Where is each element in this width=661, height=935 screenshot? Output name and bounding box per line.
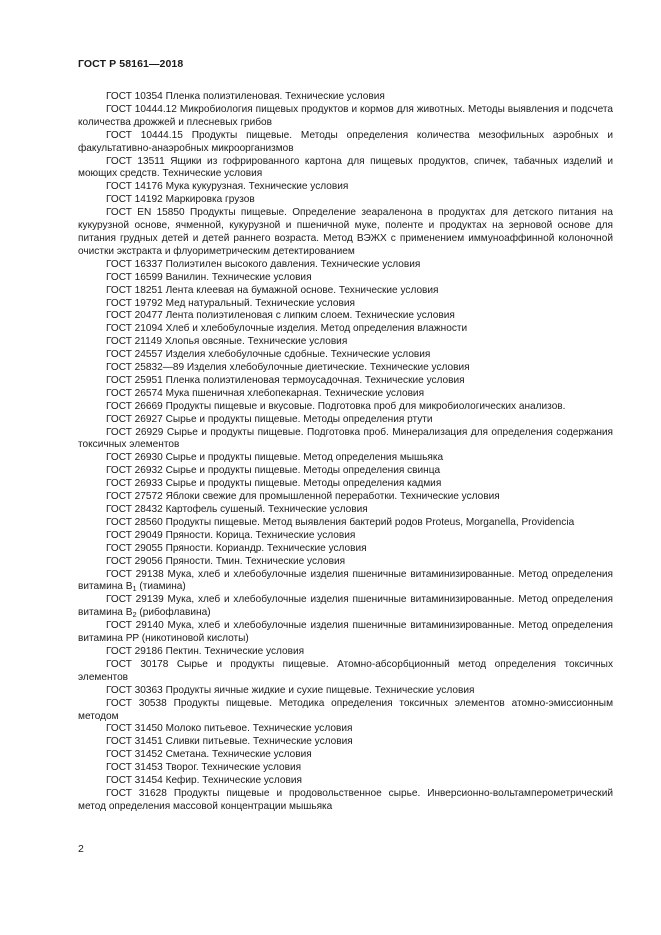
- standard-title: Продукты пищевые. Определение зеараленона в продуктах для детского питания на кукурузной основе, ячменной, кукурузной и пшеничной муке, поленте и продуктах на зерновой основе для питания грудных детей и детей раннего возраста. Метод ВЭЖХ с применением иммуноаффинной колоночной очистки экстракта и флуориметрическим детектированием: [78, 207, 613, 257]
- reference-entry: [78, 543, 613, 556]
- standard-code: ГОСТ 29140: [106, 620, 164, 632]
- reference-entry: [78, 414, 613, 427]
- standard-title: Сырье и продукты пищевые. Подготовка проб. Минерализация для определения содержания токсичных элементов: [78, 426, 613, 451]
- standard-title: Продукты пищевые и вкусовые. Подготовка проб для микробиологических анализов.: [165, 400, 566, 412]
- standard-title: Продукты пищевые. Методика определения токсичных элементов атомно-эмиссионным методом: [78, 697, 614, 722]
- standard-title: Пленка полиэтиленовая термоусадочная. Технические условия: [165, 374, 465, 386]
- standard-title: Сырье и продукты пищевые. Методы определения ртути: [165, 413, 433, 425]
- reference-entry: [78, 517, 613, 530]
- standard-title: Пряности. Корица. Технические условия: [165, 529, 356, 541]
- reference-entry: [78, 298, 613, 311]
- standard-title: Яблоки свежие для промышленной переработки. Технические условия: [165, 491, 500, 503]
- standard-title: Микробиология пищевых продуктов и кормов для животных. Методы выявления и подсчета количества дрожжей и плесневых грибов: [78, 103, 613, 128]
- reference-entry: [78, 556, 613, 569]
- reference-entry: [78, 569, 613, 595]
- page-number: 2: [78, 843, 84, 855]
- standard-code: ГОСТ 31628: [106, 787, 167, 799]
- reference-entry: [78, 285, 613, 298]
- standard-title: Продукты пищевые. Методы определения количества мезофильных аэробных и факультативно-анаэробных микроорганизмов: [78, 129, 614, 154]
- reference-entry: [78, 749, 613, 762]
- standard-title: Сырье и продукты пищевые. Методы определения свинца: [165, 465, 441, 477]
- reference-entry: [78, 775, 613, 788]
- standard-title: Сырье и продукты пищевые. Метод определения мышьяка: [165, 452, 444, 464]
- reference-entry: [78, 685, 613, 698]
- standard-code: ГОСТ 25951: [106, 374, 163, 386]
- standard-title: Пектин. Технические условия: [165, 645, 305, 657]
- reference-entry: [78, 323, 613, 336]
- reference-entry: [78, 362, 613, 375]
- standard-code: ГОСТ 26930: [106, 452, 163, 464]
- standard-code: ГОСТ 16337: [106, 258, 163, 270]
- standard-title: Мука, хлеб и хлебобулочные изделия пшеничные витаминизированные. Метод определения витамина B: [78, 594, 613, 619]
- reference-entry: [78, 788, 613, 814]
- standard-title: Лента клеевая на бумажной основе. Технические условия: [165, 284, 439, 296]
- standard-title: Мед натуральный. Технические условия: [165, 297, 355, 309]
- standard-title: Мука кукурузная. Технические условия: [165, 181, 349, 193]
- reference-entry: [78, 401, 613, 414]
- standard-title: Сливки питьевые. Технические условия: [165, 736, 353, 748]
- standard-code: ГОСТ EN 15850: [106, 207, 185, 219]
- reference-entry: [78, 504, 613, 517]
- standard-title: Мука пшеничная хлебопекарная. Технические условия: [165, 387, 425, 399]
- standard-title: Ящики из гофрированного картона для пищевых продуктов, спичек, табачных изделий и моющих средств. Технические условия: [78, 155, 613, 180]
- standard-code: ГОСТ 26929: [106, 426, 164, 438]
- reference-entry: [78, 659, 613, 685]
- standard-title: Пленка полиэтиленовая. Технические условия: [165, 91, 385, 102]
- standard-title: Изделия хлебобулочные диетические. Технические условия: [186, 362, 470, 374]
- reference-entry: [78, 478, 613, 491]
- reference-entry: [78, 762, 613, 775]
- standard-title: Сметана. Технические условия: [165, 749, 312, 761]
- standard-title: Лента полиэтиленовая с липким слоем. Технические условия: [165, 310, 455, 322]
- standard-title: Картофель сушеный. Технические условия: [165, 504, 368, 515]
- standard-title: Сырье и продукты пищевые. Атомно-абсорбционный метод определения токсичных элементов: [78, 658, 613, 683]
- standard-title: Хлопья овсяные. Технические условия: [164, 336, 348, 348]
- reference-entry: [78, 465, 613, 478]
- standard-code: ГОСТ 31451: [106, 736, 163, 748]
- standard-title: Ванилин. Технические условия: [165, 271, 312, 283]
- standard-title: Мука, хлеб и хлебобулочные изделия пшеничные витаминизированные. Метод определения витамина PP (никотиновой кислоты): [78, 620, 613, 645]
- reference-entry: [78, 336, 613, 349]
- standard-code: ГОСТ 31453: [106, 762, 163, 774]
- standard-code: ГОСТ 25832—89: [106, 362, 185, 374]
- reference-entry: [78, 91, 613, 104]
- standard-code: ГОСТ 14192: [106, 194, 163, 206]
- reference-entry: [78, 207, 613, 259]
- reference-entry: [78, 310, 613, 323]
- standard-code: ГОСТ 29049: [106, 529, 163, 541]
- reference-entry: [78, 698, 613, 724]
- standard-code: ГОСТ 26932: [106, 465, 163, 477]
- standard-title: Творог. Технические условия: [165, 762, 302, 774]
- standard-code: ГОСТ 10444.12: [106, 103, 177, 115]
- standard-code: ГОСТ 28432: [106, 504, 163, 515]
- standard-code: ГОСТ 30178: [106, 658, 169, 670]
- reference-entry: [78, 427, 613, 453]
- standard-code: ГОСТ 10354: [106, 91, 163, 102]
- standard-code: ГОСТ 28560: [106, 516, 163, 528]
- reference-entry: [78, 181, 613, 194]
- standard-code: ГОСТ 26574: [106, 387, 163, 399]
- reference-entry: [78, 491, 613, 504]
- reference-entry: [78, 259, 613, 272]
- standard-code: ГОСТ 29186: [106, 645, 163, 657]
- standard-title: Пряности. Кориандр. Технические условия: [165, 542, 367, 554]
- standard-title: Мука, хлеб и хлебобулочные изделия пшеничные витаминизированные. Метод определения витамина B: [78, 568, 613, 593]
- reference-entry: [78, 104, 613, 130]
- standard-title: Продукты пищевые и продовольственное сырье. Инверсионно-вольтамперометрический метод определения массовой концентрации мышьяка: [78, 787, 613, 812]
- document-header: ГОСТ Р 58161—2018: [78, 58, 184, 70]
- standard-title: Полиэтилен высокого давления. Технические условия: [165, 258, 421, 270]
- standard-title: Продукты яичные жидкие и сухие пищевые. Технические условия: [165, 684, 475, 696]
- reference-entry: [78, 156, 613, 182]
- standard-title: Маркировка грузов: [165, 194, 255, 206]
- standard-title: Пряности. Тмин. Технические условия: [165, 555, 346, 567]
- standard-code: ГОСТ 16599: [106, 271, 163, 283]
- standard-code: ГОСТ 20477: [106, 310, 163, 322]
- standard-code: ГОСТ 29056: [106, 555, 163, 567]
- standard-title: Продукты пищевые. Метод выявления бактерий родов Proteus, Morganella, Providencia: [165, 516, 575, 528]
- standard-code: ГОСТ 27572: [106, 491, 163, 503]
- standard-code: ГОСТ 21149: [106, 336, 162, 348]
- reference-entry: [78, 620, 613, 646]
- reference-entry: [78, 646, 613, 659]
- standard-code: ГОСТ 21094: [106, 323, 163, 335]
- standard-code: ГОСТ 10444.15: [106, 129, 183, 141]
- standard-title-tail: (рибофлавина): [136, 607, 211, 619]
- reference-entry: [78, 723, 613, 736]
- standard-code: ГОСТ 29138: [106, 568, 164, 580]
- reference-entry: [78, 272, 613, 285]
- standard-code: ГОСТ 30363: [106, 684, 163, 696]
- standard-code: ГОСТ 19792: [106, 297, 163, 309]
- standard-title: Молоко питьевое. Технические условия: [165, 723, 353, 735]
- reference-entry: [78, 594, 613, 620]
- standard-code: ГОСТ 26933: [106, 478, 163, 490]
- standard-code: ГОСТ 26927: [106, 413, 163, 425]
- standard-title-tail: (тиамина): [136, 581, 186, 593]
- reference-entry: [78, 349, 613, 362]
- standard-code: ГОСТ 26669: [106, 400, 163, 412]
- standard-code: ГОСТ 18251: [106, 284, 163, 296]
- standard-code: ГОСТ 29055: [106, 542, 163, 554]
- reference-entry: [78, 530, 613, 543]
- subscript: 2: [132, 610, 137, 620]
- reference-entry: [78, 388, 613, 401]
- standard-code: ГОСТ 31452: [106, 749, 163, 761]
- reference-entry: [78, 194, 613, 207]
- standard-code: ГОСТ 14176: [106, 181, 163, 193]
- standard-code: ГОСТ 31450: [106, 723, 163, 735]
- reference-entry: [78, 452, 613, 465]
- subscript: 1: [132, 584, 137, 594]
- reference-entry: [78, 130, 613, 156]
- standard-code: ГОСТ 29139: [106, 594, 164, 606]
- normative-references-list: [78, 91, 613, 814]
- standard-code: ГОСТ 24557: [106, 349, 163, 361]
- standard-code: ГОСТ 31454: [106, 775, 163, 787]
- standard-title: Сырье и продукты пищевые. Методы определения кадмия: [165, 478, 442, 490]
- reference-entry: [78, 375, 613, 388]
- standard-code: ГОСТ 13511: [106, 155, 165, 167]
- standard-title: Кефир. Технические условия: [165, 775, 302, 787]
- standard-title: Изделия хлебобулочные сдобные. Технические условия: [165, 349, 431, 361]
- standard-code: ГОСТ 30538: [106, 697, 167, 709]
- reference-entry: [78, 736, 613, 749]
- standard-title: Хлеб и хлебобулочные изделия. Метод определения влажности: [165, 323, 468, 335]
